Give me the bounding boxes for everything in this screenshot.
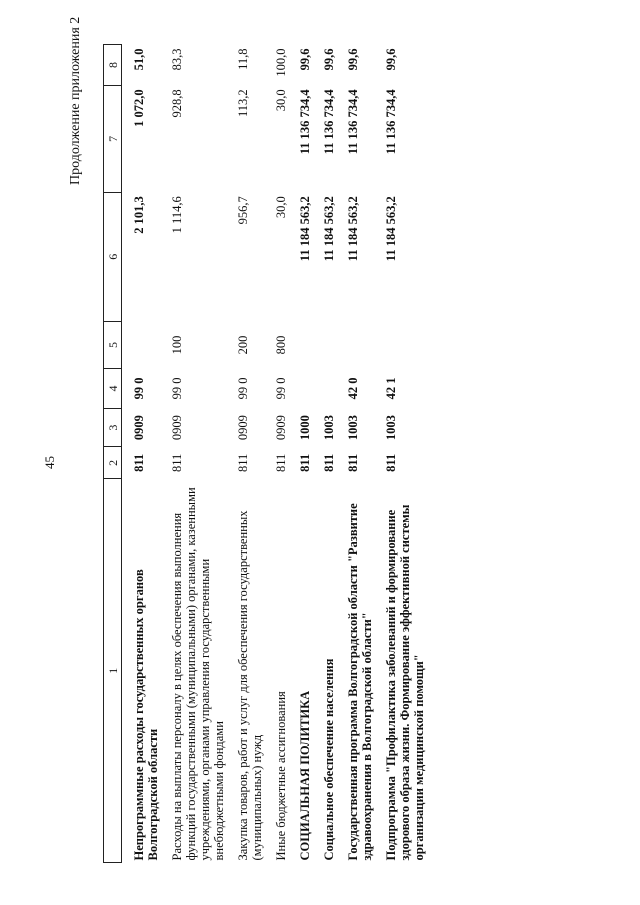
table-row [384, 45, 426, 863]
cell-c8: 99,6 [346, 48, 360, 71]
cell-c8: 83,3 [170, 48, 184, 71]
cell-c5 [132, 321, 160, 368]
cell-c2: 811 [384, 453, 398, 472]
cell-c3: 0909 [132, 415, 146, 441]
page-number: 45 [42, 456, 57, 469]
cell-c6: 30,0 [274, 196, 288, 219]
column-header: 3 [104, 408, 122, 447]
spacer-row [336, 45, 346, 863]
cell-c5 [298, 321, 312, 368]
table-row [170, 45, 226, 863]
row-name: Иные бюджетные ассигнования [274, 691, 288, 861]
cell-c2: 811 [298, 453, 312, 472]
cell-c2: 811 [322, 453, 336, 472]
cell-c6: 11 184 563,2 [298, 196, 312, 262]
cell-c4: 42 0 [346, 377, 360, 400]
cell-c5: 200 [236, 335, 250, 355]
row-name: Государственная программа Волгоградской области "Развитие здравоохранения в Волгоградской области" [346, 503, 374, 861]
column-header: 1 [104, 479, 122, 863]
cell-c6: 11 184 563,2 [322, 196, 336, 262]
column-header: 5 [104, 321, 122, 368]
spacer-row [122, 45, 133, 863]
cell-c4: 99 0 [236, 377, 250, 400]
cell-c3: 0909 [170, 415, 184, 441]
cell-c8: 99,6 [384, 48, 398, 71]
cell-c6: 11 184 563,2 [346, 196, 360, 262]
cell-c7: 11 136 734,4 [346, 89, 360, 155]
cell-c8: 11,8 [236, 48, 250, 70]
row-name: Расходы на выплаты персоналу в целях обеспечения выполнения функций государственными (муниципальными) органами, казенными учреждениями, органами управления государственными внебюджетными фондами [170, 487, 226, 861]
cell-c5: 100 [170, 335, 184, 355]
cell-c2: 811 [132, 453, 146, 472]
cell-c6: 11 184 563,2 [384, 196, 398, 262]
spacer-row [264, 45, 274, 863]
cell-c7: 928,8 [170, 89, 184, 118]
cell-c3: 1000 [298, 415, 312, 441]
cell-c3: 0909 [274, 415, 288, 441]
row-name: СОЦИАЛЬНАЯ ПОЛИТИКА [298, 690, 312, 861]
cell-c8: 51,0 [132, 48, 146, 71]
cell-c4: 42 1 [384, 377, 398, 400]
row-name: Непрограммные расходы государственных органов Волгоградской области [132, 569, 160, 861]
column-header: 8 [104, 45, 122, 86]
spacer-row [226, 45, 236, 863]
cell-c3: 0909 [236, 415, 250, 441]
table-row [322, 45, 336, 863]
spacer-row [374, 45, 384, 863]
column-header: 7 [104, 85, 122, 192]
table-row [346, 45, 374, 863]
cell-c5 [322, 321, 336, 368]
cell-c2: 811 [236, 453, 250, 473]
cell-c5 [346, 321, 374, 368]
cell-c7: 11 136 734,4 [298, 89, 312, 155]
cell-c6: 956,7 [236, 196, 250, 225]
cell-c7: 11 136 734,4 [384, 89, 398, 155]
table-row [236, 45, 264, 863]
cell-c4: 99 0 [132, 377, 146, 400]
spacer-row [312, 45, 322, 863]
cell-c2: 811 [274, 453, 288, 473]
budget-table [103, 44, 426, 863]
column-header: 4 [104, 369, 122, 409]
appendix-caption: Продолжение приложения 2 [68, 16, 83, 185]
cell-c8: 100,0 [274, 48, 288, 77]
spacer-row [288, 45, 298, 863]
row-name: Подпрограмма "Профилактика заболеваний и формирование здорового образа жизни. Формирование эффективной системы организации медицинской помощи" [384, 504, 426, 861]
row-name: Закупка товаров, работ и услуг для обеспечения государственных (муниципальных) нужд [236, 510, 264, 861]
cell-c7: 11 136 734,4 [322, 89, 336, 155]
cell-c6: 1 114,6 [170, 196, 184, 234]
cell-c3: 1003 [322, 415, 336, 441]
column-header: 6 [104, 192, 122, 321]
row-name: Социальное обеспечение населения [322, 658, 336, 861]
cell-c2: 811 [346, 453, 360, 472]
cell-c2: 811 [170, 453, 184, 473]
header-row [104, 45, 122, 863]
cell-c5 [384, 321, 426, 368]
cell-c4: 99 0 [170, 377, 184, 400]
cell-c6: 2 101,3 [132, 196, 146, 234]
cell-c4 [298, 369, 312, 409]
table-row [274, 45, 288, 863]
cell-c4: 99 0 [274, 377, 288, 400]
cell-c5: 800 [274, 335, 288, 355]
spacer-row [160, 45, 170, 863]
cell-c8: 99,6 [298, 48, 312, 71]
table-row [298, 45, 312, 863]
cell-c7: 30,0 [274, 89, 288, 112]
cell-c8: 99,6 [322, 48, 336, 71]
cell-c7: 1 072,0 [132, 89, 146, 127]
cell-c7: 113,2 [236, 89, 250, 118]
cell-c4 [322, 369, 336, 409]
column-header: 2 [104, 447, 122, 479]
table-row [132, 45, 160, 863]
cell-c3: 1003 [384, 415, 398, 441]
cell-c3: 1003 [346, 415, 360, 441]
